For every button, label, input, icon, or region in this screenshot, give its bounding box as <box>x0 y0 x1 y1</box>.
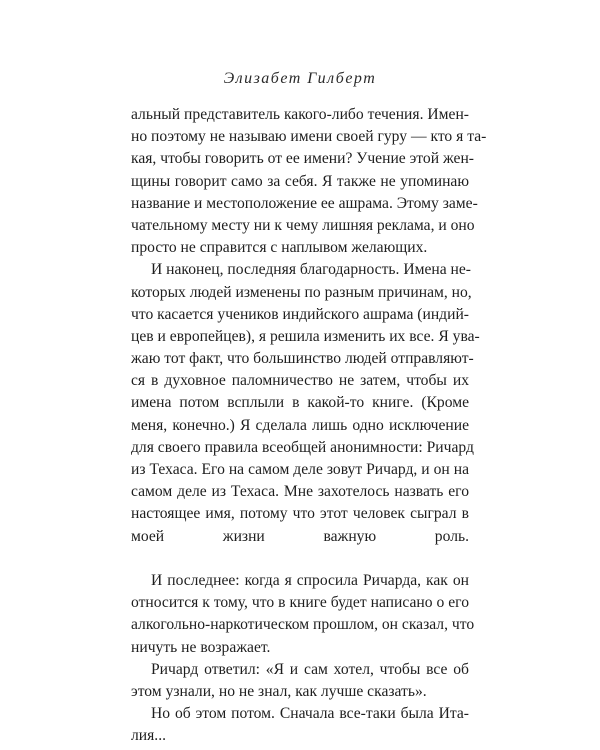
text-line: самом деле из Техаса. Мне захотелось назвать его <box>131 483 469 501</box>
text-line: просто не справится с наплывом желающих. <box>131 239 428 257</box>
text-line: настоящее имя, потому что этот человек сыграл в <box>131 505 469 523</box>
text-line: моей жизни важную роль. <box>131 527 469 545</box>
text-line: из Техаса. Его на самом деле зовут Ричард, и он на <box>131 461 469 478</box>
text-line: меня, конечно.) Я сделала лишь одно исключение <box>131 416 469 434</box>
text-line: что касается учеников индийского ашрама (индий- <box>131 305 469 323</box>
text-line: относится к тому, что в книге будет написано о его <box>131 594 469 612</box>
text-line: чательному месту ни к чему лишняя реклама, и оно <box>131 216 475 234</box>
text-line: щины говорит само за себя. Я также не упоминаю <box>131 172 469 190</box>
text-line: алкогольно-наркотическом прошлом, он сказал, что <box>131 616 475 634</box>
text-line: альный представитель какого-либо течения. Имен- <box>131 106 469 123</box>
text-line: но поэтому не называю имени своей гуру — кто я та- <box>131 128 487 146</box>
text-line: жаю тот факт, что большинство людей отправляют- <box>131 350 474 368</box>
text-line: И последнее: когда я спросила Ричарда, как он <box>151 571 469 589</box>
text-line: ся в духовное паломничество не затем, чтобы их <box>131 372 469 390</box>
running-head: Элизабет Гилберт <box>223 70 377 87</box>
text-line: И наконец, последняя благодарность. Имена не- <box>151 261 471 279</box>
text-line <box>131 548 469 570</box>
text-line: для своего правила всеобщей анонимности: Ричард <box>131 438 474 456</box>
text-line: лия... <box>131 727 166 745</box>
text-line: этом узнали, но не знал, как лучше сказать». <box>131 682 427 700</box>
text-line: цев и европейцев), я решила изменить их все. Я ува- <box>131 327 480 345</box>
text-line: Но об этом потом. Сначала все-таки была Ита- <box>151 705 469 723</box>
text-line: которых людей изменены по разным причинам, но, <box>131 283 472 301</box>
text-line: Ричард ответил: «Я и сам хотел, чтобы все об <box>151 660 469 678</box>
text-line: ничуть не возражает. <box>131 638 271 656</box>
text-line: кая, чтобы говорить от ее имени? Учение этой жен- <box>131 150 474 168</box>
text-line: название и местоположение ее ашрама. Этому заме- <box>131 194 478 212</box>
page-body <box>131 104 487 747</box>
text-line: имена потом всплыли в какой-то книге. (Кроме <box>131 394 469 412</box>
